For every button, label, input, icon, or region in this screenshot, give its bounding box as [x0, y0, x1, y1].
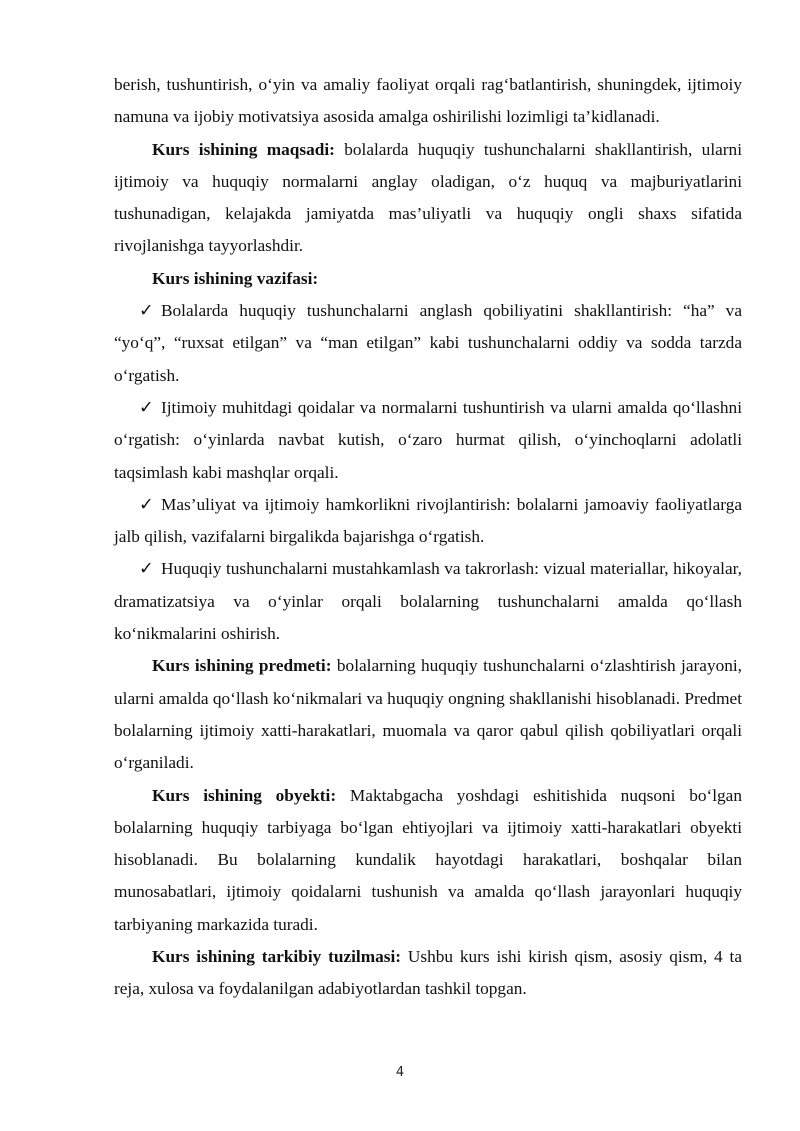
task-text-2: Ijtimoiy muhitdagi qoidalar va normalarni tushuntirish va ularni amalda qo‘llashni o‘rgatish: o‘yinlarda navbat kutish, o‘zaro hurmat qilish, o‘yinchoqlarni adolatli taqsimlash kabi mashqlar orqali. — [114, 397, 742, 482]
paragraph-tuzilma — [114, 941, 742, 1006]
paragraph-vazifa — [114, 263, 742, 295]
predmet-label: Kurs ishining predmeti: — [152, 656, 332, 676]
task-item-3 — [114, 489, 742, 554]
tuzilma-text: Ushbu kurs ishi kirish qism, asosiy qism, 4 ta reja, xulosa va foydalanilgan adabiyotlardan tashkil topgan. — [114, 947, 743, 999]
obyekt-label: Kurs ishining obyekti: — [152, 785, 337, 805]
paragraph-maqsad — [114, 134, 742, 263]
checkmark-icon: ✓ — [139, 494, 154, 514]
maqsad-label: Kurs ishining maqsadi: — [152, 139, 335, 159]
page-content — [114, 69, 742, 1006]
task-item-2 — [114, 392, 742, 489]
maqsad-text: bolalarda huquqiy tushunchalarni shakllantirish, ularni ijtimoiy va huquqiy normalarni anglay oladigan, o‘z huquq va majburiyatlarini tushunadigan, kelajakda jamiyatda mas’uliyatli va huquqiy ongli shaxs sifatida rivojlanishga tayyorlashdir. — [114, 139, 742, 256]
paragraph-obyekt — [114, 780, 742, 941]
obyekt-text: Maktabgacha yoshdagi eshitishida nuqsoni bo‘lgan bolalarning huquqiy tarbiyaga bo‘lgan ehtiyojlari va ijtimoiy xatti-harakatlari obyekti hisoblanadi. Bu bolalarning kundalik hayotdagi harakatlari, boshqalar bilan munosabatlari, ijtimoiy qoidalarni tushunish va amalda qo‘llash jarayonlari huquqiy tarbiyaning markazida turadi. — [114, 785, 742, 934]
paragraph-intro-tail: berish, tushuntirish, o‘yin va amaliy faoliyat orqali rag‘batlantirish, shuningdek, ijtimoiy namuna va ijobiy motivatsiya asosida amalga oshirilishi lozimligi ta’kidlanadi. — [114, 75, 742, 127]
paragraph-predmet — [114, 650, 742, 779]
task-item-4 — [114, 553, 742, 650]
page-number: 4 — [395, 1065, 405, 1080]
predmet-text: bolalarning huquqiy tushunchalarni o‘zlashtirish jarayoni, ularni amalda qo‘llash ko‘nikmalari va huquqiy ongning shakllanishi hisoblanadi. Predmet bolalarning ijtimoiy xatti-harakatlari, muomala va qaror qabul qilish qobiliyatlari orqali o‘rganiladi. — [114, 656, 742, 773]
task-text-1: Bolalarda huquqiy tushunchalarni anglash qobiliyatini shakllantirish: “ha” va “yo‘q”, “ruxsat etilgan” va “man etilgan” kabi tushunchalarni oddiy va sodda tarzda o‘rgatish. — [114, 301, 742, 385]
task-text-4: Huquqiy tushunchalarni mustahkamlash va takrorlash: vizual materiallar, hikoyalar, dramatizatsiya va o‘yinlar orqali bolalarning tushunchalarni amalda qo‘llash ko‘nikmalarini oshirish. — [114, 559, 742, 644]
checkmark-icon: ✓ — [139, 301, 154, 321]
vazifa-label: Kurs ishining vazifasi: — [152, 268, 319, 288]
task-item-1 — [114, 295, 742, 392]
checkmark-icon: ✓ — [139, 397, 154, 417]
tuzilma-label: Kurs ishining tarkibiy tuzilmasi: — [152, 947, 402, 967]
task-text-3: Mas’uliyat va ijtimoiy hamkorlikni rivojlantirish: bolalarni jamoaviy faoliyatlarga jalb qilish, vazifalarni birgalikda bajarishga o‘rgatish. — [114, 494, 742, 547]
checkmark-icon: ✓ — [139, 559, 154, 579]
